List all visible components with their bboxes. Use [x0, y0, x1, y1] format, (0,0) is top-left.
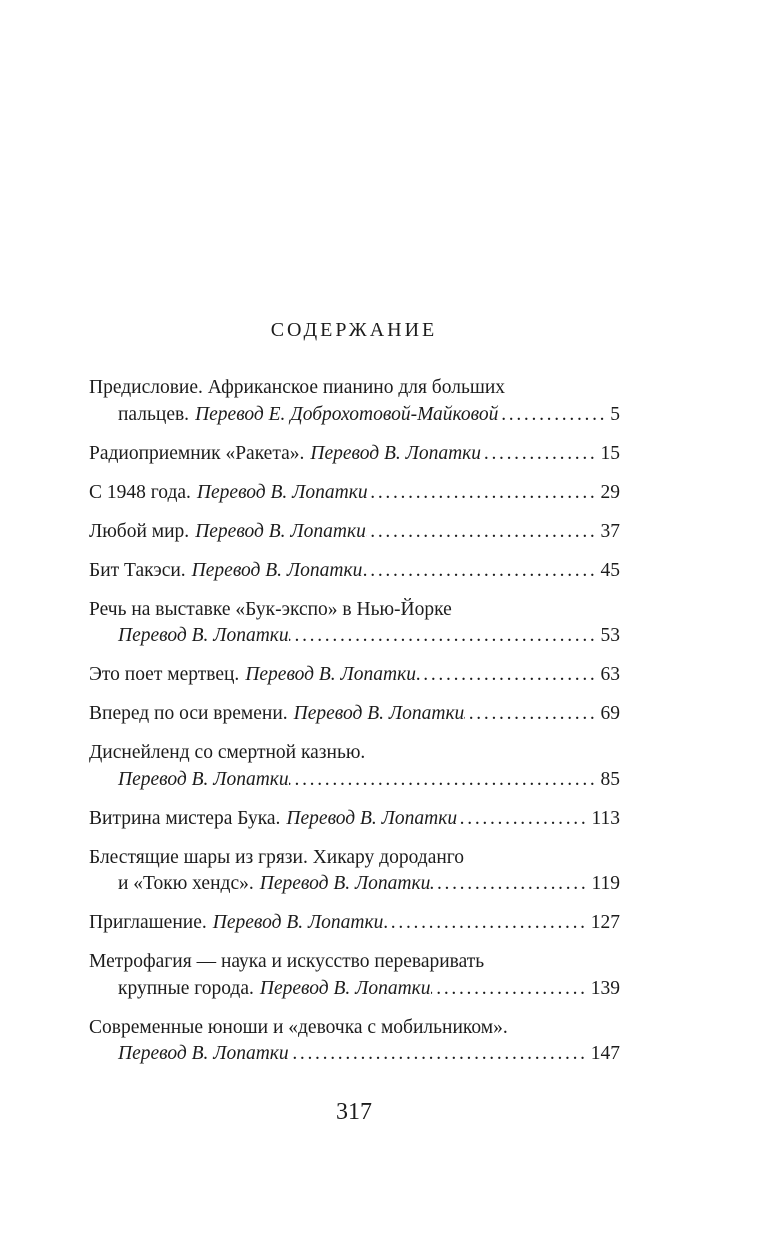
toc-entry-translator: Перевод В. Лопатки — [259, 977, 431, 999]
dot-leader — [368, 480, 601, 507]
toc-entry — [89, 375, 620, 428]
dot-leader — [289, 623, 601, 650]
toc-entry — [89, 845, 620, 898]
toc-entry-line — [89, 701, 620, 728]
toc-entry-translator: Перевод В. Лопатки — [118, 1043, 289, 1064]
toc-entry-title: крупные города. — [118, 977, 254, 999]
toc-entry-page: 113 — [591, 807, 620, 829]
toc-entry-title: Радиоприемник «Ракета». — [89, 442, 305, 464]
toc-entry-lead: Речь на выставке «Бук-экспо» в Нью-Йорке — [89, 598, 452, 620]
toc-entry-line — [89, 871, 620, 898]
dot-leader — [362, 558, 600, 585]
toc-entry — [89, 480, 620, 507]
toc-entry-page: 119 — [591, 873, 620, 894]
toc-entry — [89, 806, 620, 833]
toc-entry-translator: Перевод В. Лопатки — [259, 873, 431, 894]
toc-entry-line — [89, 402, 620, 429]
toc-entry-line — [89, 558, 620, 585]
dot-leader — [498, 402, 610, 429]
toc-entry-line — [89, 910, 620, 937]
toc-entry-title: С 1948 года. — [89, 481, 191, 503]
toc-entry-line — [89, 480, 620, 507]
dot-leader — [481, 441, 600, 468]
toc-entry-translator: Перевод Е. Доброхотовой-Майковой — [195, 403, 499, 425]
toc-entry-translator: Перевод В. Лопатки — [195, 520, 366, 542]
page-title: СОДЕРЖАНИЕ — [270, 319, 438, 341]
toc-entry-line — [89, 1041, 620, 1068]
table-of-contents — [89, 375, 620, 1080]
toc-entry-lead: Блестящие шары из грязи. Хикару дороданго — [89, 846, 465, 868]
toc-entry-translator: Перевод В. Лопатки — [293, 703, 465, 724]
toc-entry-line — [89, 623, 620, 650]
toc-entry-translator: Перевод В. Лопатки — [245, 664, 416, 685]
toc-entry-translator: Перевод В. Лопатки — [286, 807, 458, 829]
toc-entry-page: 45 — [600, 559, 620, 581]
toc-entry — [89, 662, 620, 689]
toc-entry-translator: Перевод В. Лопатки — [212, 912, 384, 933]
toc-entry-line — [89, 519, 620, 546]
toc-entry-title: пальцев. — [118, 403, 190, 425]
dot-leader — [457, 806, 591, 833]
toc-entry-lead: Современные юноши и «девочка с мобильником». — [89, 1016, 508, 1038]
toc-entry — [89, 597, 620, 650]
toc-entry — [89, 1015, 620, 1068]
toc-entry-lead: Метрофагия — наука и искусство переваривать — [89, 951, 485, 972]
page-number: 317 — [336, 1099, 372, 1125]
toc-entry — [89, 740, 620, 793]
dot-leader — [366, 519, 601, 546]
dot-leader — [464, 701, 600, 728]
toc-entry-title: Приглашение. — [89, 912, 207, 933]
toc-entry-page: 147 — [590, 1043, 620, 1064]
toc-entry — [89, 910, 620, 937]
toc-entry-line — [89, 806, 620, 833]
dot-leader — [289, 1041, 591, 1068]
toc-entry — [89, 558, 620, 585]
toc-entry-translator: Перевод В. Лопатки — [196, 481, 368, 503]
toc-entry — [89, 519, 620, 546]
toc-entry-line — [89, 767, 620, 794]
toc-entry-page: 53 — [600, 625, 620, 646]
toc-entry-page: 37 — [600, 520, 620, 542]
dot-leader — [431, 976, 591, 1003]
toc-entry-title: Бит Такэси. — [89, 559, 186, 581]
toc-entry-title: и «Токю хендс». — [118, 873, 254, 894]
toc-entry — [89, 701, 620, 728]
toc-entry-line — [89, 441, 620, 468]
toc-entry-title: Вперед по оси времени. — [89, 703, 288, 724]
dot-leader — [416, 662, 601, 689]
toc-entry-page: 139 — [590, 977, 620, 999]
toc-entry-page: 69 — [600, 703, 620, 724]
dot-leader — [383, 910, 590, 937]
toc-entry-page: 15 — [600, 442, 620, 464]
toc-entry-page: 29 — [600, 481, 620, 503]
toc-entry-page: 63 — [600, 664, 620, 685]
toc-entry-page: 5 — [610, 403, 620, 425]
toc-entry-page: 127 — [590, 912, 620, 933]
toc-entry-translator: Перевод В. Лопатки — [118, 768, 289, 790]
toc-entry-translator: Перевод В. Лопатки — [118, 625, 289, 646]
toc-entry-line — [89, 976, 620, 1003]
toc-entry-title: Любой мир. — [89, 520, 190, 542]
toc-entry-title: Витрина мистера Бука. — [89, 807, 281, 829]
toc-entry — [89, 949, 620, 1002]
toc-entry — [89, 441, 620, 468]
toc-entry-lead: Диснейленд со смертной казнью. — [89, 742, 366, 763]
toc-entry-lead: Предисловие. Африканское пианино для больших — [89, 377, 506, 398]
dot-leader — [430, 871, 591, 898]
toc-entry-page: 85 — [600, 768, 620, 790]
toc-entry-line — [89, 662, 620, 689]
toc-entry-translator: Перевод В. Лопатки — [310, 442, 482, 464]
dot-leader — [289, 767, 601, 794]
toc-entry-title: Это поет мертвец. — [89, 664, 240, 685]
toc-entry-translator: Перевод В. Лопатки — [191, 559, 363, 581]
